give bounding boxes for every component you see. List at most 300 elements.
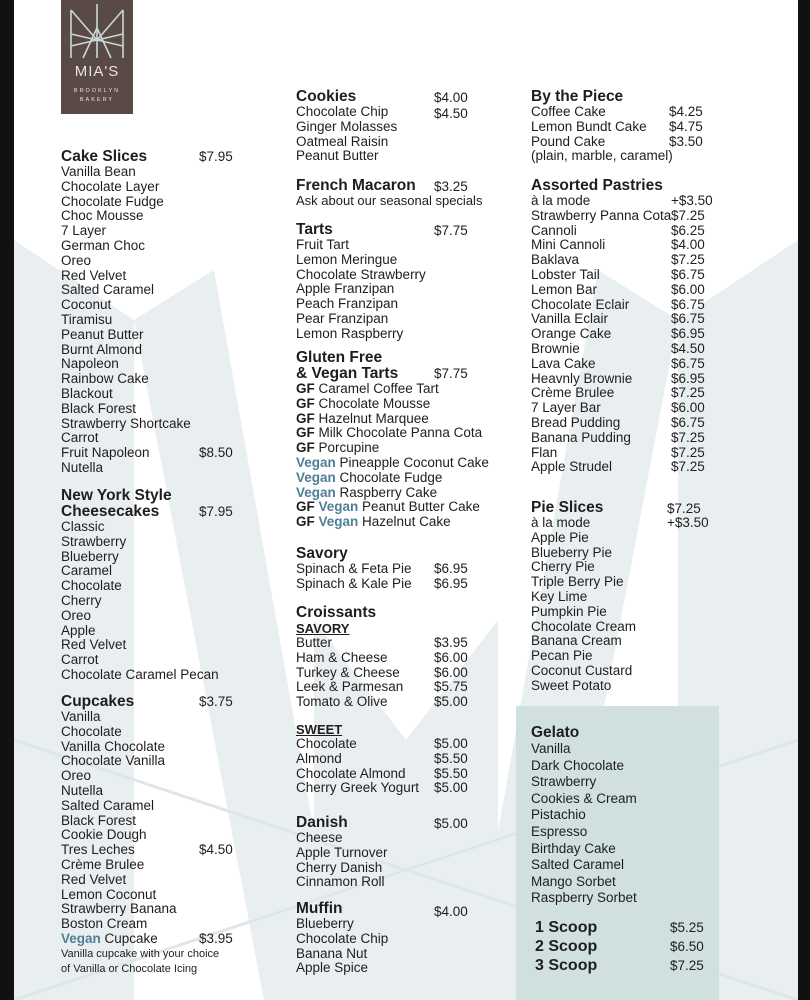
menu-item-name: Red Velvet: [61, 637, 127, 653]
menu-item: [531, 105, 711, 120]
logo-name: MIA'S: [74, 63, 120, 80]
menu-item: [296, 932, 514, 947]
section-title-line1: Gluten Free: [296, 349, 383, 366]
section-title: Cake Slices: [61, 148, 148, 165]
menu-item-price: $6.95: [671, 326, 705, 342]
menu-item: [531, 664, 711, 679]
scoop-label: 1 Scoop: [535, 918, 598, 936]
menu-item-price: $4.75: [669, 118, 703, 134]
menu-item-name: Burnt Almond: [61, 341, 143, 357]
menu-item-name: Chocolate: [61, 723, 122, 739]
croissants-savory-list: [296, 636, 514, 710]
pie-slices-section: [531, 500, 711, 694]
menu-item: [296, 397, 514, 412]
menu-item-name: 7 Layer Bar: [531, 400, 601, 416]
menu-item: [296, 268, 514, 283]
menu-item: [531, 120, 711, 135]
menu-item-name: Red Velvet: [61, 267, 127, 283]
by-the-piece-section: [531, 89, 711, 164]
menu-item-name: Spinach & Feta Pie: [296, 561, 412, 576]
menu-item-name: Sweet Potato: [531, 677, 612, 693]
gelato-flavor: Raspberry Sorbet: [531, 890, 637, 906]
vegan-label: Vegan: [318, 499, 359, 515]
menu-item-name: Cherry: [61, 592, 102, 608]
menu-item-price: $8.50: [199, 445, 233, 461]
gelato-flavor: Mango Sorbet: [531, 873, 616, 889]
menu-item: [61, 858, 241, 873]
menu-item: [296, 456, 514, 471]
menu-item-name: Tomato & Olive: [296, 694, 388, 710]
menu-item-name: Strawberry Banana: [61, 901, 177, 917]
alamode-label: à la mode: [531, 515, 591, 530]
menu-item-name: German Choc: [61, 237, 146, 253]
menu-item-name: Apple: [61, 622, 96, 638]
menu-item-name: Milk Chocolate Panna Cota: [314, 425, 483, 441]
section-title: Assorted Pastries: [531, 177, 663, 194]
cake-slices-list: [61, 165, 241, 476]
menu-item-name: Chocolate Almond: [296, 765, 406, 781]
scoop-row: [535, 956, 711, 975]
section-title: By the Piece: [531, 88, 624, 105]
menu-item-name: Blueberry: [61, 548, 119, 564]
menu-item: [296, 781, 514, 796]
menu-item-name: Chocolate Strawberry: [296, 266, 426, 282]
menu-item-name: Spinach & Kale Pie: [296, 575, 412, 591]
menu-item: [296, 846, 514, 861]
section-price: $5.00: [434, 816, 468, 831]
menu-item-name: Fruit Tart: [296, 237, 350, 252]
savory-list: [296, 562, 514, 592]
menu-item-price: $7.25: [671, 207, 705, 223]
cookies-list: [296, 105, 514, 164]
menu-item: [531, 194, 711, 209]
menu-item-name: Pound Cake: [531, 133, 606, 149]
menu-item: [531, 401, 711, 416]
menu-item: [61, 843, 241, 858]
gelato-flavor: Birthday Cake: [531, 840, 616, 856]
vegan-item-name: Cupcake: [100, 930, 158, 946]
menu-item-name: Pecan Pie: [531, 648, 593, 664]
menu-item: [531, 327, 711, 342]
scoop-price: $7.25: [670, 957, 704, 973]
menu-item-price: $5.75: [434, 679, 468, 695]
menu-item: [531, 605, 711, 620]
menu-item-price: $7.25: [671, 459, 705, 475]
menu-item-name: Strawberry: [61, 533, 127, 549]
menu-item: [531, 416, 711, 431]
menu-item: [61, 431, 241, 446]
menu-item-name: Cannoli: [531, 222, 577, 238]
menu-item-name: Cheese: [296, 830, 343, 845]
menu-item-price: $7.25: [671, 429, 705, 445]
menu-item-name: Blueberry Pie: [531, 544, 613, 560]
menu-item-name: Oreo: [61, 607, 92, 623]
menu-item: [61, 165, 241, 180]
menu-item-name: Peach Franzipan: [296, 296, 399, 312]
menu-item: [531, 209, 711, 224]
menu-item: [296, 149, 514, 164]
gelato-flavor: Cookies & Cream: [531, 790, 637, 806]
gf-label: GF: [296, 514, 319, 530]
gelato-flavor: Espresso: [531, 823, 588, 839]
menu-item-price: $4.00: [671, 237, 705, 253]
menu-item-name: Chocolate Caramel Pecan: [61, 666, 219, 682]
section-title: Danish: [296, 814, 348, 831]
cheesecakes-list: [61, 520, 241, 683]
section-price: $7.75: [434, 223, 468, 238]
vegan-label: Vegan: [296, 469, 336, 485]
menu-item: [296, 327, 514, 342]
menu-item-price: $6.00: [671, 400, 705, 416]
section-title-line2: & Vegan Tarts: [296, 365, 399, 382]
menu-item: [61, 180, 241, 195]
menu-item-name: Apple Pie: [531, 529, 589, 545]
menu-item-name: Tiramisu: [61, 311, 113, 327]
menu-item: [531, 460, 711, 475]
menu-item: [61, 799, 241, 814]
menu-item-name: Oreo: [61, 768, 92, 784]
menu-item-name: Carrot: [61, 430, 99, 446]
section-price: $7.95: [199, 504, 233, 519]
gelato-flavor: Vanilla: [531, 741, 571, 756]
menu-item: [61, 328, 241, 343]
menu-item: [531, 560, 711, 575]
menu-item-price: $5.00: [434, 735, 468, 751]
menu-item: [531, 357, 711, 372]
menu-item: [296, 282, 514, 297]
menu-item-price: $6.75: [671, 311, 705, 327]
menu-item-name: Vanilla Chocolate: [61, 738, 166, 754]
menu-item: [61, 224, 241, 239]
menu-item-name: Vanilla Eclair: [531, 311, 609, 327]
menu-item: [531, 546, 711, 561]
menu-item: [61, 624, 241, 639]
menu-item: [531, 372, 711, 387]
cake-slices-section: [61, 149, 241, 476]
vegan-label: Vegan: [296, 454, 336, 470]
gf-label: GF: [296, 499, 319, 515]
menu-item-name: Nutella: [61, 459, 104, 475]
alamode-price: +$3.50: [667, 515, 709, 530]
menu-item-price: $5.00: [434, 694, 468, 710]
menu-item: [61, 402, 241, 417]
menu-item-name: Strawberry Shortcake: [61, 415, 191, 431]
menu-item: [61, 372, 241, 387]
menu-item-name: Caramel: [61, 563, 113, 579]
menu-item-name: Carrot: [61, 652, 99, 668]
menu-item: [296, 500, 514, 515]
pastries-list: [531, 194, 711, 475]
menu-item-price: $6.75: [671, 266, 705, 282]
menu-item: [531, 649, 711, 664]
menu-item-name: Cinnamon Roll: [296, 874, 385, 890]
menu-item-name: Peanut Butter Cake: [358, 499, 480, 515]
right-border: [798, 0, 810, 1000]
menu-item-name: Porcupine: [314, 440, 380, 456]
menu-item: [296, 947, 514, 962]
menu-item: [296, 135, 514, 150]
menu-item-name: Boston Cream: [61, 916, 148, 932]
menu-item-name: Banana Pudding: [531, 429, 631, 445]
bakery-logo: [61, 0, 133, 114]
menu-item-name: Classic: [61, 519, 105, 534]
scoop-label: 2 Scoop: [535, 937, 598, 955]
menu-item-name: Tres Leches: [61, 842, 135, 858]
menu-item: [296, 961, 514, 976]
menu-item: [61, 917, 241, 932]
menu-item-price: $5.50: [434, 750, 468, 766]
menu-item-name: Lobster Tail: [531, 266, 600, 282]
menu-item: [296, 695, 514, 710]
menu-item: [296, 767, 514, 782]
menu-item: [531, 679, 711, 694]
menu-item-name: Banana Cream: [531, 633, 622, 649]
vegan-price: $3.95: [199, 930, 233, 946]
menu-item: [61, 520, 241, 535]
menu-item-name: Crème Brulee: [61, 856, 145, 872]
menu-item-price: +$3.50: [671, 193, 713, 208]
menu-item-name: Pineapple Coconut Cake: [335, 454, 489, 470]
menu-item: [61, 239, 241, 254]
menu-item: [296, 515, 514, 530]
menu-item: [61, 579, 241, 594]
menu-item: [296, 577, 514, 592]
menu-item-name: Cherry Danish: [296, 859, 383, 875]
danish-list: [296, 831, 514, 890]
menu-item-price: $7.25: [671, 252, 705, 268]
menu-item-name: Crème Brulee: [531, 385, 615, 401]
by-the-piece-list: [531, 105, 711, 149]
gelato-flavor: Strawberry: [531, 774, 597, 790]
macaron-section: [296, 178, 514, 209]
menu-item-name: Coffee Cake: [531, 104, 606, 119]
menu-item-name: Salted Caramel: [61, 282, 155, 298]
menu-item-price: $3.95: [434, 635, 468, 650]
macaron-note: Ask about our seasonal specials: [296, 193, 483, 208]
menu-item-price: $6.00: [434, 649, 468, 665]
menu-item-name: Rainbow Cake: [61, 371, 149, 387]
left-border: [0, 0, 14, 1000]
menu-item-name: Chocolate Fudge: [61, 193, 164, 209]
menu-item-price: $5.50: [434, 765, 468, 781]
menu-item-name: Banana Nut: [296, 945, 368, 961]
menu-item-name: Bread Pudding: [531, 414, 621, 430]
menu-item-name: Oreo: [61, 252, 92, 268]
menu-item-price: $6.95: [671, 370, 705, 386]
gluten-free-list: [296, 382, 514, 530]
menu-item-name: Almond: [296, 750, 342, 766]
section-price: $3.25: [434, 179, 468, 194]
pastries-section: [531, 178, 711, 475]
menu-item: [61, 343, 241, 358]
menu-item-name: Nutella: [61, 782, 104, 798]
menu-item-name: Cherry Pie: [531, 559, 595, 575]
menu-item: [61, 594, 241, 609]
cheesecakes-section: [61, 488, 241, 683]
menu-item: [61, 653, 241, 668]
menu-item-name: Pear Franzipan: [296, 310, 389, 326]
gelato-flavor: Pistachio: [531, 807, 586, 823]
menu-item-name: Chocolate Vanilla: [61, 753, 166, 769]
menu-item: [296, 737, 514, 752]
menu-item-price: $4.25: [669, 104, 703, 119]
menu-item: [531, 224, 711, 239]
scoop-label: 3 Scoop: [535, 956, 598, 974]
menu-item-name: Lemon Bundt Cake: [531, 118, 647, 134]
menu-item: [296, 412, 514, 427]
menu-item-name: Baklava: [531, 252, 580, 268]
menu-item: [296, 680, 514, 695]
menu-item: [531, 590, 711, 605]
menu-item-name: Lemon Meringue: [296, 251, 398, 267]
menu-item-name: Cherry Greek Yogurt: [296, 780, 420, 796]
section-price-1: $4.00: [434, 90, 468, 105]
menu-item: [61, 814, 241, 829]
menu-item-price: $4.50: [671, 340, 705, 356]
menu-item: [296, 666, 514, 681]
menu-item-name: Lemon Coconut: [61, 886, 157, 902]
menu-item: [61, 417, 241, 432]
menu-item: [296, 861, 514, 876]
menu-item: [296, 297, 514, 312]
vegan-label: Vegan: [296, 484, 336, 500]
menu-item-name: Leek & Parmesan: [296, 679, 404, 695]
tarts-section: [296, 222, 514, 342]
menu-item-price: $4.50: [199, 842, 233, 858]
menu-item: [296, 486, 514, 501]
menu-item-name: Chocolate Layer: [61, 178, 160, 194]
danish-section: [296, 815, 514, 890]
menu-item: [531, 431, 711, 446]
menu-item: [296, 917, 514, 932]
menu-item: [296, 636, 514, 651]
menu-item: [531, 446, 711, 461]
menu-item-price: $6.95: [434, 561, 468, 576]
section-title: Tarts: [296, 221, 333, 238]
menu-item: [61, 387, 241, 402]
section-title: Croissants: [296, 604, 377, 621]
sweet-subheading: SWEET: [296, 721, 343, 737]
menu-item-name: Cookie Dough: [61, 827, 147, 843]
logo-line2: BAKERY: [79, 97, 115, 103]
menu-item: [61, 873, 241, 888]
menu-item: [61, 609, 241, 624]
menu-item: [61, 754, 241, 769]
menu-item: [296, 752, 514, 767]
section-title: Muffin: [296, 900, 343, 917]
menu-item: [61, 725, 241, 740]
gf-label: GF: [296, 410, 315, 426]
cookies-section: [296, 89, 514, 164]
gf-label: GF: [296, 425, 315, 441]
menu-item-name: Butter: [296, 635, 333, 650]
menu-item: [296, 253, 514, 268]
menu-item-name: Oatmeal Raisin: [296, 133, 389, 149]
pound-cake-note: (plain, marble, caramel): [531, 148, 673, 164]
menu-item-name: Napoleon: [61, 356, 119, 372]
menu-item-name: Heavnly Brownie: [531, 370, 633, 386]
menu-item-name: Red Velvet: [61, 871, 127, 887]
section-title: Pie Slices: [531, 499, 604, 516]
gf-label: GF: [296, 395, 315, 411]
menu-item-name: Apple Turnover: [296, 844, 388, 860]
cupcakes-list: [61, 710, 241, 932]
menu-item-name: Peanut Butter: [296, 148, 379, 164]
menu-item: [531, 342, 711, 357]
menu-item: [61, 209, 241, 224]
menu-item-name: Chocolate Eclair: [531, 296, 630, 312]
menu-item: [61, 535, 241, 550]
menu-item-name: Chocolate Cream: [531, 618, 637, 634]
menu-item: [296, 426, 514, 441]
section-price: $4.00: [434, 904, 468, 919]
menu-item: [531, 238, 711, 253]
menu-item-name: Coconut: [61, 297, 112, 313]
menu-item: [296, 651, 514, 666]
muffin-section: [296, 901, 514, 976]
menu-item-name: Chocolate: [296, 735, 357, 751]
menu-item: [61, 298, 241, 313]
menu-item-name: Key Lime: [531, 588, 588, 604]
logo-mark-icon: [61, 0, 133, 62]
menu-item: [296, 441, 514, 456]
section-title-line2: Cheesecakes: [61, 503, 160, 520]
tarts-list: [296, 238, 514, 342]
menu-item: [531, 531, 711, 546]
menu-item-name: Strawberry Panna Cota: [531, 207, 672, 223]
menu-item-name: Apple Franzipan: [296, 281, 395, 297]
menu-item-price: $7.25: [671, 444, 705, 460]
menu-item: [61, 710, 241, 725]
menu-item: [531, 575, 711, 590]
section-title: Cookies: [296, 88, 357, 105]
menu-item-name: Ham & Cheese: [296, 649, 388, 665]
menu-item: [61, 784, 241, 799]
scoop-price: $6.50: [670, 938, 704, 954]
gelato-flavor: Salted Caramel: [531, 857, 625, 873]
menu-item-name: Lemon Bar: [531, 281, 598, 297]
menu-item: [296, 238, 514, 253]
menu-item: [531, 298, 711, 313]
menu-item: [61, 769, 241, 784]
menu-item-price: $6.25: [671, 222, 705, 238]
vegan-note-1: Vanilla cupcake with your choice: [61, 947, 220, 960]
menu-item: [296, 471, 514, 486]
menu-item: [61, 446, 241, 461]
menu-item-name: Lava Cake: [531, 355, 596, 371]
menu-item: [61, 195, 241, 210]
menu-item: [296, 120, 514, 135]
menu-item-name: Brownie: [531, 340, 580, 356]
menu-item: [61, 564, 241, 579]
menu-item-name: Blueberry: [296, 916, 354, 931]
menu-item-name: Pumpkin Pie: [531, 603, 607, 619]
pie-slices-list: [531, 531, 711, 694]
menu-item: [296, 875, 514, 890]
section-title: French Macaron: [296, 177, 416, 194]
vegan-label: Vegan: [318, 514, 359, 530]
menu-item-name: Chocolate: [61, 578, 122, 594]
menu-item: [531, 386, 711, 401]
menu-item-name: Blackout: [61, 385, 113, 401]
menu-item: [61, 828, 241, 843]
section-title: Gelato: [531, 724, 580, 741]
croissants-section: [296, 605, 514, 796]
menu-item-price: $6.75: [671, 414, 705, 430]
menu-item: [531, 283, 711, 298]
menu-item-name: Salted Caramel: [61, 797, 155, 813]
menu-item-name: Apple Spice: [296, 960, 369, 976]
